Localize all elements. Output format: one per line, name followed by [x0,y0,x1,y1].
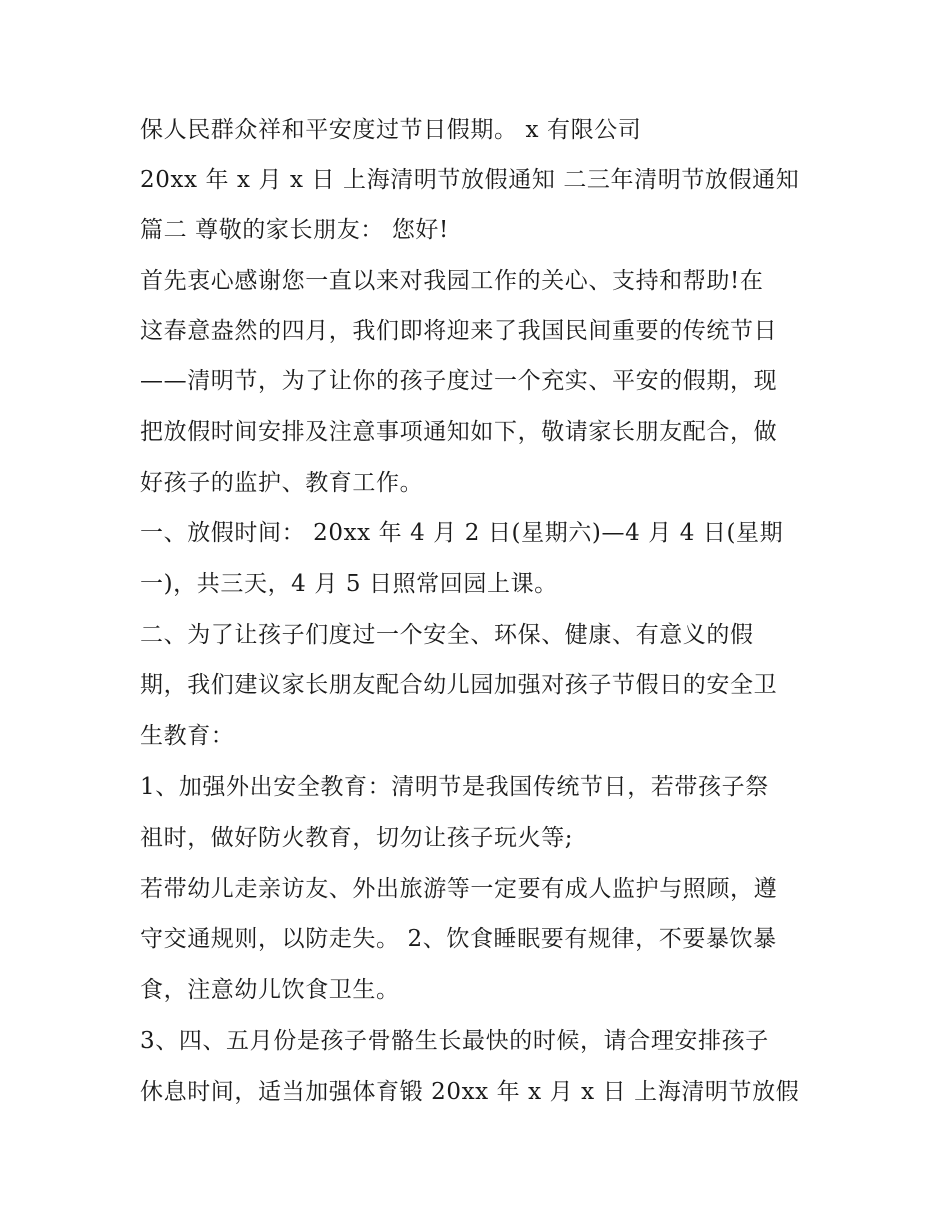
text-line: 好孩子的监护、教育工作。 [140,470,424,496]
text-line: 这春意盎然的四月，我们即将迎来了我国民间重要的传统节日 [140,318,778,344]
text-line: 休息时间，适当加强体育锻 20xx 年 x 月 x 日 上海清明节放假 [140,1079,800,1105]
text-line: 若带幼儿走亲访友、外出旅游等一定要有成人监护与照顾，遵 [140,876,778,902]
text-line: ——清明节，为了让你的孩子度过一个充实、平安的假期，现 [140,368,778,394]
text-line: 首先衷心感谢您一直以来对我园工作的关心、支持和帮助!在 [140,268,764,294]
text-line: 一)，共三天，4 月 5 日照常回园上课。 [140,571,558,597]
text-line: 一、放假时间： 20xx 年 4 月 2 日(星期六)—4 月 4 日(星期 [140,520,784,546]
text-line: 守交通规则，以防走失。 2、饮食睡眠要有规律，不要暴饮暴 [140,926,777,952]
text-line: 保人民群众祥和平安度过节日假期。 x 有限公司 [140,117,642,143]
text-line: 期，我们建议家长朋友配合幼儿园加强对孩子节假日的安全卫 [140,672,778,698]
text-line: 篇二 尊敬的家长朋友： 您好! [140,217,449,243]
text-line: 二、为了让孩子们度过一个安全、环保、健康、有意义的假 [140,622,754,648]
text-line: 把放假时间安排及注意事项通知如下，敬请家长朋友配合，做 [140,419,778,445]
text-line: 祖时，做好防火教育，切勿让孩子玩火等; [140,825,574,851]
text-line: 1、加强外出安全教育：清明节是我国传统节日，若带孩子祭 [140,774,769,800]
text-line: 食，注意幼儿饮食卫生。 [140,977,400,1003]
text-line: 20xx 年 x 月 x 日 上海清明节放假通知 二三年清明节放假通知 [140,167,800,193]
text-line: 3、四、五月份是孩子骨骼生长最快的时候，请合理安排孩子 [140,1028,769,1054]
text-line: 生教育： [140,723,235,749]
